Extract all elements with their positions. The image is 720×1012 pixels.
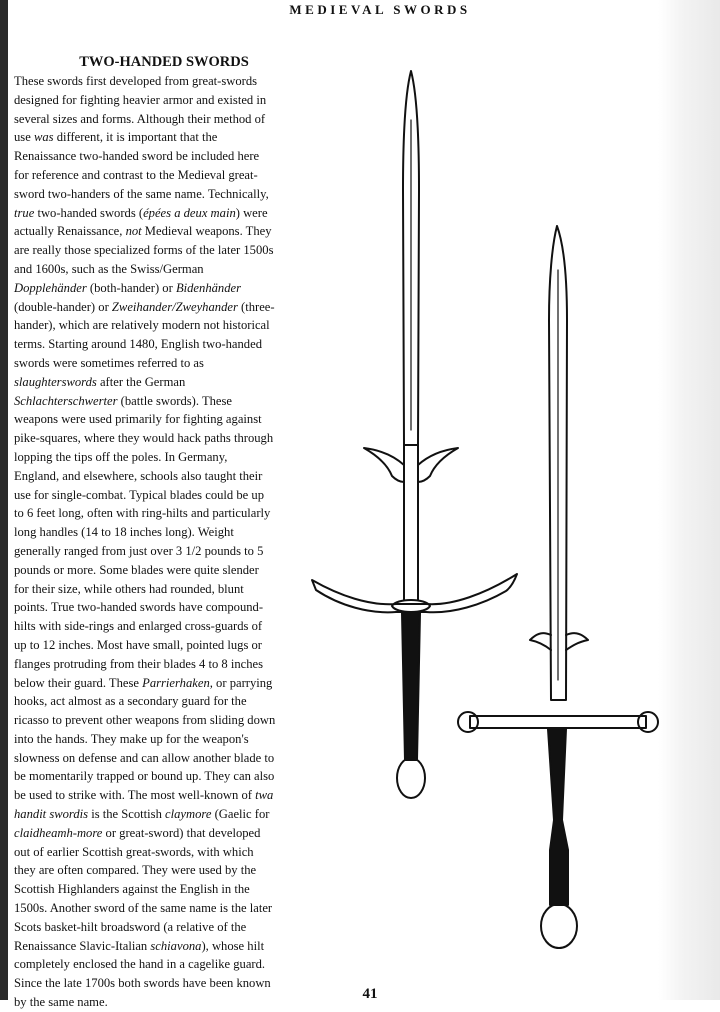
left-sword-grip-icon <box>402 613 420 760</box>
body-text-run: long handles (14 to 18 inches long). Weight <box>14 525 234 540</box>
body-line <box>14 166 319 185</box>
left-sword-pommel-icon <box>397 758 425 798</box>
body-line <box>14 899 319 918</box>
body-text-run: out of earlier Scottish great-swords, with which <box>14 844 254 859</box>
body-line <box>14 655 319 674</box>
body-line <box>14 392 319 411</box>
body-line <box>14 674 319 693</box>
body-text-run: slowness on defense and can allow another blade to <box>14 750 275 765</box>
body-line <box>14 128 319 147</box>
body-text-run: up to 12 inches. Most have small, pointed lugs or <box>14 637 263 652</box>
body-text-run: hooks, act almost as a secondary guard for the <box>14 694 247 709</box>
body-line <box>14 467 319 486</box>
body-text-run: Medieval weapons. They <box>141 224 272 239</box>
body-line <box>14 110 319 129</box>
body-italic-term: was <box>33 130 54 145</box>
body-line <box>14 316 319 335</box>
body-text-run: pounds or more. Some blades were quite slender <box>14 562 259 577</box>
body-line <box>14 749 319 768</box>
body-line <box>14 636 319 655</box>
right-sword <box>458 226 658 732</box>
body-line <box>14 955 319 974</box>
body-text-run: is the Scottish <box>88 807 166 822</box>
body-italic-term: Bidenhänder <box>175 280 241 295</box>
body-text-run: designed for fighting heavier armor and existed in <box>14 92 267 107</box>
body-text-run: use <box>14 130 34 145</box>
body-text-run: for reference and contrast to the Medieval great- <box>14 167 258 182</box>
body-line <box>14 410 319 429</box>
body-line <box>14 279 319 298</box>
body-line <box>14 767 319 786</box>
right-sword-crossguard-left-knob-icon <box>458 712 478 732</box>
body-line <box>14 241 319 260</box>
right-sword-pommel-icon <box>541 904 577 948</box>
body-line <box>14 354 319 373</box>
binding-gutter <box>0 0 8 1000</box>
body-italic-term: Schlachterschwerter <box>14 393 118 408</box>
body-text-run: England, and elsewhere, schools also taught their <box>14 468 263 483</box>
body-line <box>14 580 319 599</box>
body-line <box>14 72 319 91</box>
right-sword-crossguard-icon <box>470 716 646 728</box>
body-line <box>14 147 319 166</box>
left-sword <box>312 71 517 612</box>
body-text-run: points. True two-handed swords have compound- <box>14 600 264 615</box>
body-line <box>14 598 319 617</box>
body-line <box>14 824 319 843</box>
running-head: MEDIEVAL SWORDS <box>289 2 471 17</box>
body-text-run: two-handed swords ( <box>34 205 144 220</box>
body-text-run: be momentarily trapped or bound up. They can also <box>14 769 275 784</box>
body-line <box>14 711 319 730</box>
body-text-run: ) were <box>235 205 268 220</box>
left-sword-parrying-hooks-icon <box>364 448 458 482</box>
left-sword-crossguard-icon <box>312 574 517 612</box>
body-line <box>14 692 319 711</box>
body-text-run: hilts with side-rings and enlarged cross-guards of <box>14 619 263 634</box>
body-text-run: Renaissance two-handed sword be included here <box>14 149 260 164</box>
body-line <box>14 486 319 505</box>
body-line <box>14 335 319 354</box>
right-sword-parrying-lugs-icon <box>530 633 588 650</box>
body-text-run: and 1600s, such as the Swiss/German <box>14 261 204 276</box>
body-text-run: Scots basket-hilt broadsword (a relative of the <box>14 919 247 934</box>
body-text-run: hander), which are relatively modern not historical <box>14 318 270 333</box>
body-text-run: These swords first developed from great-swords <box>14 74 258 88</box>
body-text-run: ), whose hilt <box>201 938 265 953</box>
body-text-run: completely enclosed the hand in a cagelike guard. <box>14 957 266 972</box>
body-text-run: actually Renaissance, <box>14 224 126 239</box>
body-text-run: 1500s. Another sword of the same name is the later <box>14 901 273 916</box>
body-line <box>14 786 319 805</box>
body-text-run: (three- <box>237 299 275 314</box>
body-text-run: pike-squares, where they would hack paths through <box>14 431 274 446</box>
body-italic-term: schiavona <box>150 938 202 953</box>
body-paragraph <box>14 72 319 1012</box>
body-line <box>14 429 319 448</box>
body-italic-term: claidheamh-more <box>14 825 103 840</box>
right-sword-crossguard-right-knob-icon <box>638 712 658 732</box>
body-line <box>14 918 319 937</box>
body-line <box>14 222 319 241</box>
body-text-run: generally ranged from just over 3 1/2 pounds to 5 <box>14 543 264 558</box>
body-italic-term: Zweihander/Zweyhander <box>111 299 238 314</box>
body-line <box>14 185 319 204</box>
body-text-run: several sizes and forms. Although their method of <box>14 111 266 126</box>
body-line <box>14 861 319 880</box>
body-text-run: (double-hander) or <box>14 299 112 314</box>
body-text-run: by the same name. <box>14 995 108 1010</box>
body-text-run: Renaissance Slavic-Italian <box>14 938 151 953</box>
body-text-run: below their guard. These <box>14 675 143 690</box>
body-italic-term: claymore <box>165 807 212 822</box>
body-line <box>14 561 319 580</box>
body-text-run: use for single-combat. Typical blades could be up <box>14 487 264 502</box>
body-text-run: be used to strike with. The most well-known of <box>14 788 256 803</box>
body-text-run: (both-hander) or <box>86 280 176 295</box>
body-line <box>14 805 319 824</box>
body-line <box>14 542 319 561</box>
body-line <box>14 504 319 523</box>
body-line <box>14 937 319 956</box>
body-text-run: after the German <box>96 374 186 389</box>
swords-illustration <box>300 60 720 960</box>
body-line <box>14 523 319 542</box>
body-line <box>14 880 319 899</box>
page-number: 41 <box>362 986 378 1002</box>
body-line <box>14 91 319 110</box>
body-text-run: weapons were used primarily for fighting against <box>14 412 262 427</box>
body-text-run: into the hands. They make up for the weapon's <box>14 731 249 746</box>
body-line <box>14 204 319 223</box>
body-text-run: (battle swords). These <box>117 393 233 408</box>
left-sword-side-ring-icon <box>392 600 430 612</box>
body-text-run: for their size, while others had rounded, blunt <box>14 581 244 596</box>
body-italic-term: épées a deux main <box>143 205 236 220</box>
body-line <box>14 260 319 279</box>
body-text-run: Since the late 1700s both swords have been known <box>14 976 271 991</box>
section-title: TWO-HANDED SWORDS <box>79 54 249 70</box>
body-text-run: different, it is important that the <box>53 130 218 145</box>
body-italic-term: handit swordis <box>14 807 89 822</box>
body-text-run: or parrying <box>212 675 273 690</box>
body-line <box>14 617 319 636</box>
body-italic-term: true <box>14 205 35 220</box>
body-line <box>14 373 319 392</box>
body-text-run: they are often compared. They were used by the <box>14 863 257 878</box>
body-line <box>14 448 319 467</box>
body-text-run: to 6 feet long, often with ring-hilts and particularly <box>14 506 271 521</box>
body-italic-term: not <box>125 224 142 239</box>
body-text-run: Scottish Highlanders against the English in the <box>14 882 250 897</box>
body-line <box>14 730 319 749</box>
body-text-run: terms. Starting around 1480, English two-handed <box>14 337 262 352</box>
body-line <box>14 298 319 317</box>
body-italic-term: Parrierhaken, <box>142 675 213 690</box>
body-text-run: ricasso to prevent other weapons from sliding down <box>14 713 276 728</box>
body-line <box>14 843 319 862</box>
body-italic-term: twa <box>255 788 274 803</box>
right-sword-grip-icon <box>548 729 568 905</box>
body-text-run: sword two-handers of the same name. Technically, <box>14 186 269 201</box>
body-text <box>14 72 319 1012</box>
body-italic-term: slaughterswords <box>14 374 97 389</box>
body-text-run: (Gaelic for <box>211 807 270 822</box>
body-text-run: or great-sword) that developed <box>102 825 261 840</box>
body-text-run: lopping the tips off the poles. In Germany, <box>14 449 228 464</box>
body-text-run: flanges protruding from their blades 4 to 8 inches <box>14 656 264 671</box>
body-text-run: are really those specialized forms of the later 1500s <box>14 243 274 258</box>
body-text-run: swords were sometimes referred to as <box>14 355 204 370</box>
left-sword-ricasso-icon <box>404 445 418 600</box>
body-italic-term: Dopplehänder <box>14 280 87 295</box>
